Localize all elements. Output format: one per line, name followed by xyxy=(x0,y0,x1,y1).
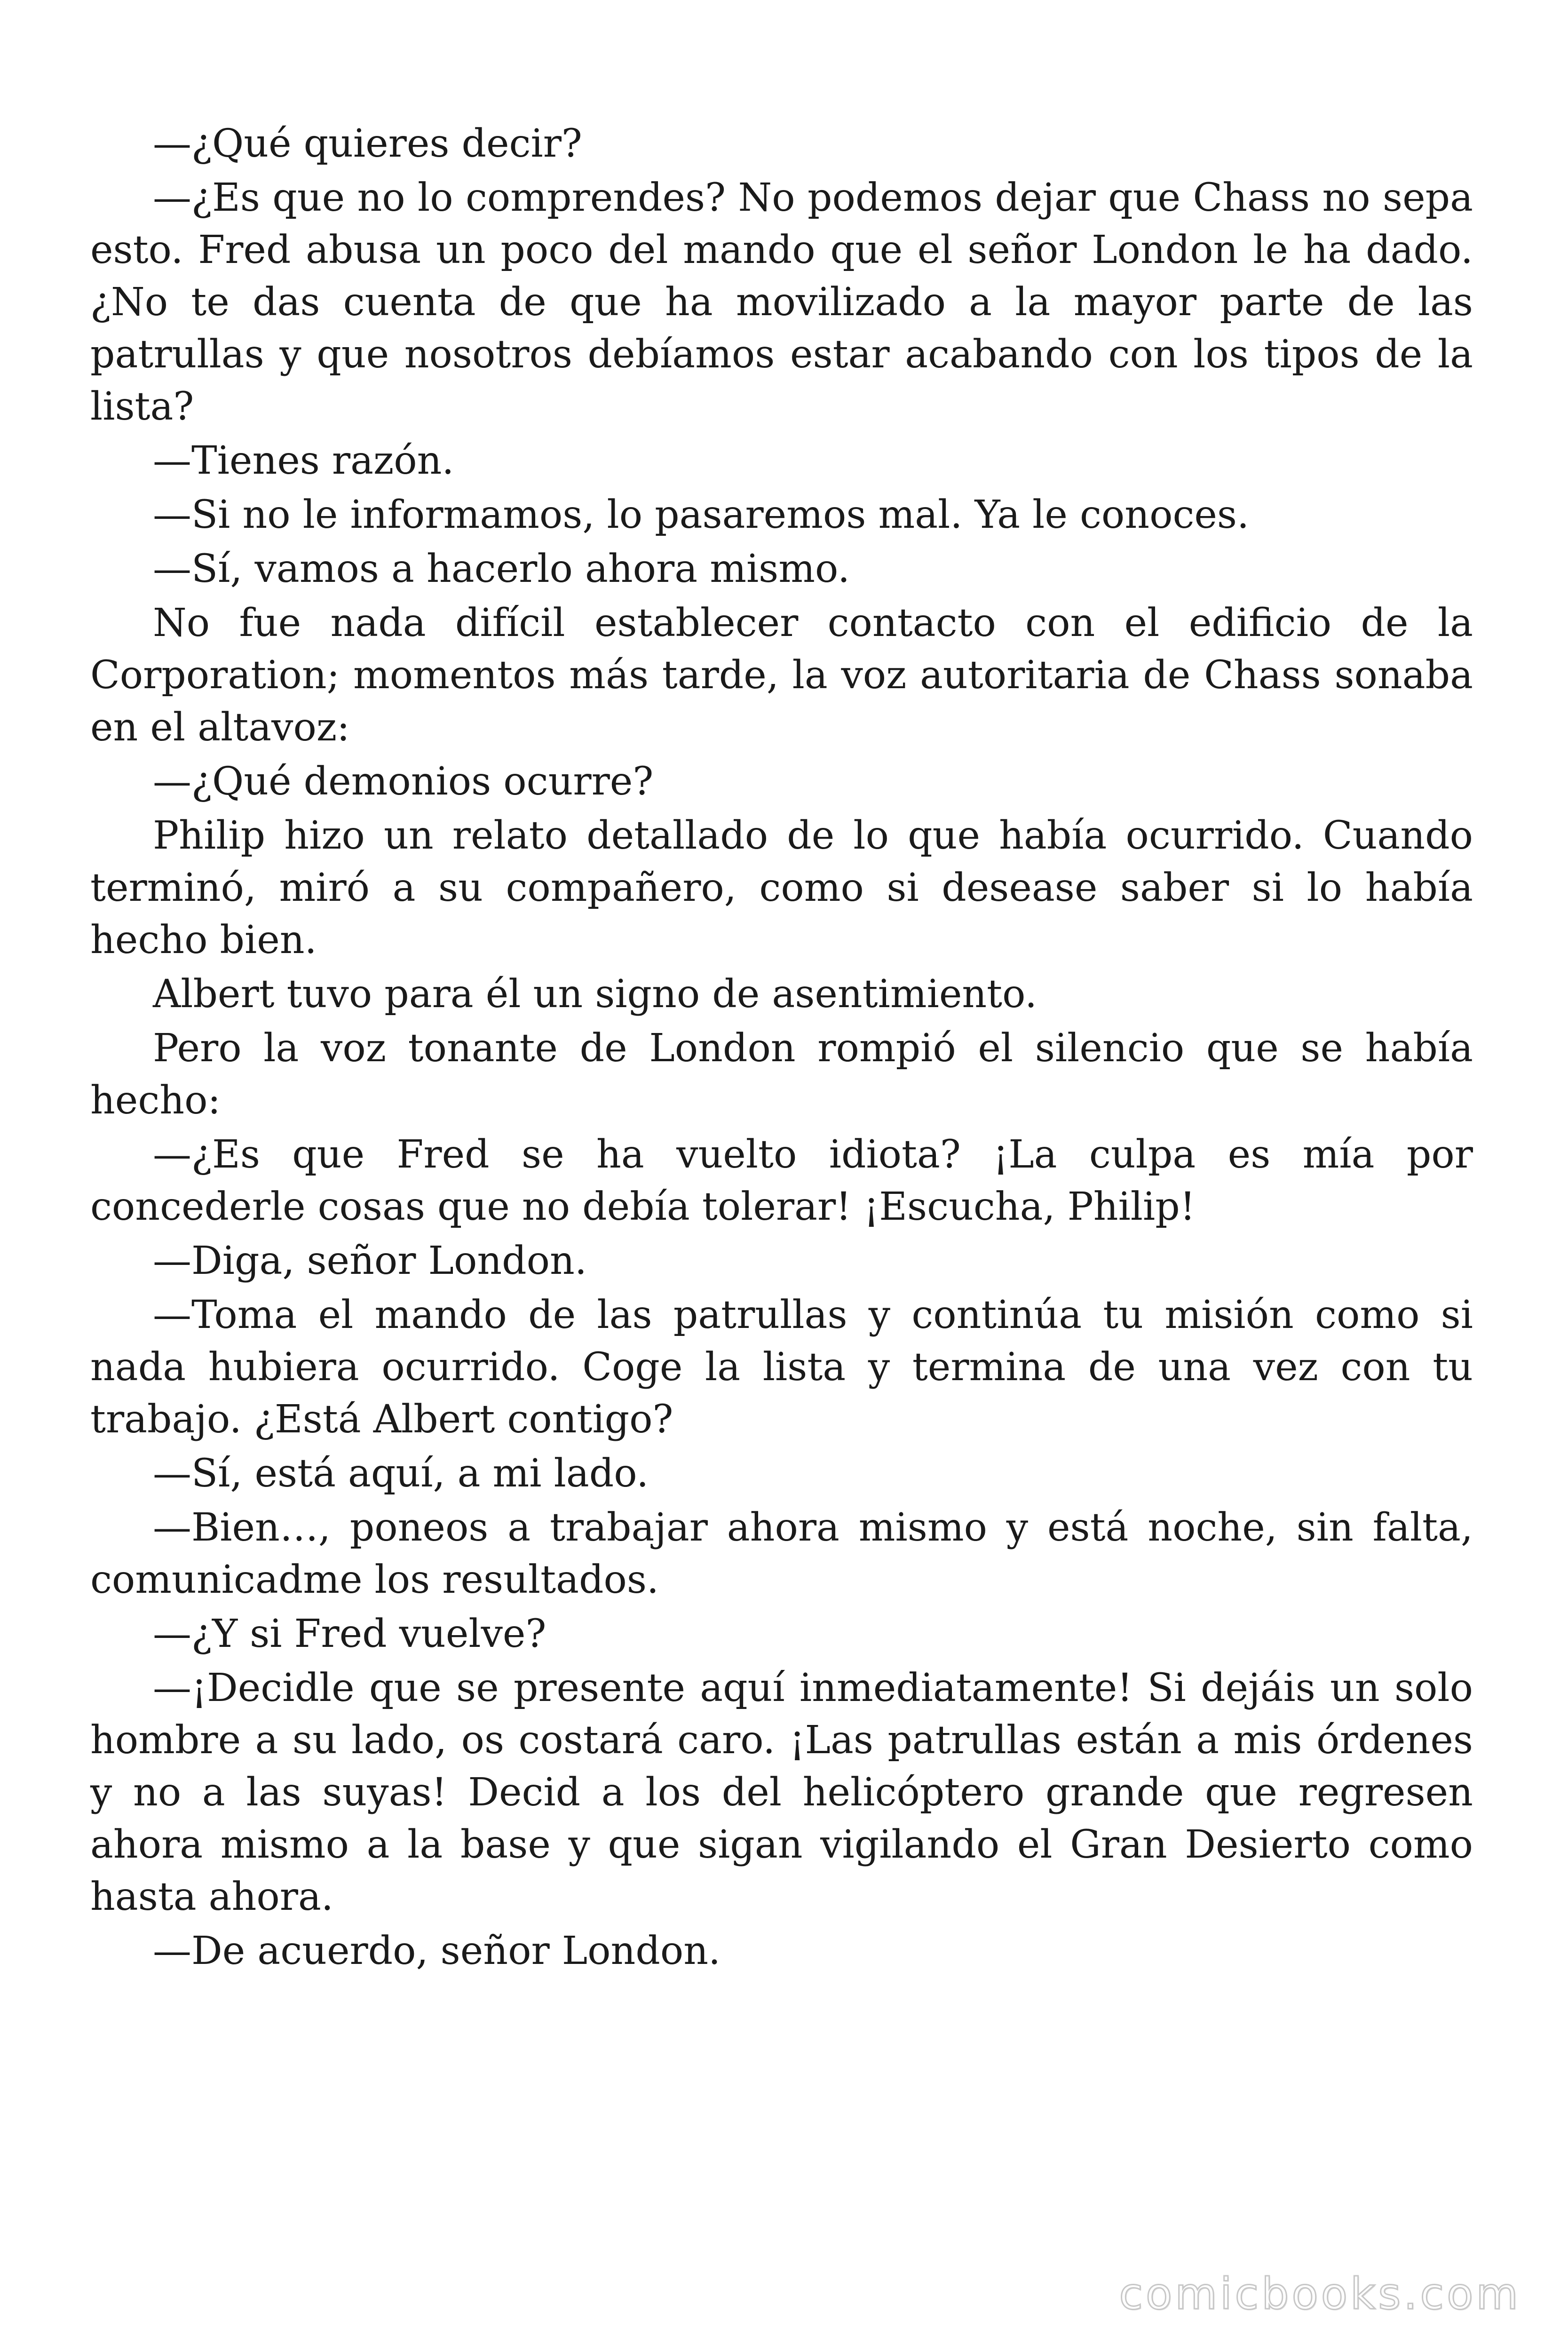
paragraph: —¿Es que Fred se ha vuelto idiota? ¡La culpa es mía por concederle cosas que no debía tolerar! ¡Escucha, Philip! xyxy=(90,1132,1473,1229)
paragraph: —¿Y si Fred vuelve? xyxy=(153,1612,546,1656)
paragraph: No fue nada difícil establecer contacto con el edificio de la Corporation; momentos más tarde, la voz autoritaria de Chass sonaba en el altavoz: xyxy=(90,601,1473,750)
paragraph: —Si no le informamos, lo pasaremos mal. Ya le conoces. xyxy=(153,493,1250,537)
paragraph: —Sí, vamos a hacerlo ahora mismo. xyxy=(153,547,850,591)
paragraph: —Toma el mando de las patrullas y continúa tu misión como si nada hubiera ocurrido. Coge la lista y termina de una vez con tu trabajo. ¿Está Albert contigo? xyxy=(90,1293,1473,1442)
paragraph: —¿Qué quieres decir? xyxy=(153,121,582,166)
paragraph: —¿Es que no lo comprendes? No podemos dejar que Chass no sepa esto. Fred abusa un poco del mando que el señor London le ha dado. ¿No te das cuenta de que ha movilizado a la mayor parte de las patrullas y que nosotros debíamos estar acabando con los tipos de la lista? xyxy=(90,175,1473,429)
paragraph: —Tienes razón. xyxy=(153,438,454,483)
paragraph: Philip hizo un relato detallado de lo que había ocurrido. Cuando terminó, miró a su compañero, como si desease saber si lo había hecho bien. xyxy=(90,813,1473,962)
watermark: comicbooks.com xyxy=(1119,2269,1521,2319)
paragraph: —Bien…, poneos a trabajar ahora mismo y está noche, sin falta, comunicadme los resultados. xyxy=(90,1505,1473,1602)
paragraph: Pero la voz tonante de London rompió el silencio que se había hecho: xyxy=(90,1026,1473,1123)
paragraph: —¿Qué demonios ocurre? xyxy=(153,759,654,804)
paragraph: —Diga, señor London. xyxy=(153,1239,587,1283)
paragraph: —¡Decidle que se presente aquí inmediatamente! Si dejáis un solo hombre a su lado, os costará caro. ¡Las patrullas están a mis órdenes y no a las suyas! Decid a los del helicóptero grande que regresen ahora mismo a la base y que sigan vigilando el Gran Desierto como hasta ahora. xyxy=(90,1666,1473,1919)
paragraph: Albert tuvo para él un signo de asentimiento. xyxy=(153,972,1037,1017)
paragraph: —De acuerdo, señor London. xyxy=(153,1929,721,1973)
body-text xyxy=(90,118,1473,1979)
paragraph: —Sí, está aquí, a mi lado. xyxy=(153,1451,649,1496)
